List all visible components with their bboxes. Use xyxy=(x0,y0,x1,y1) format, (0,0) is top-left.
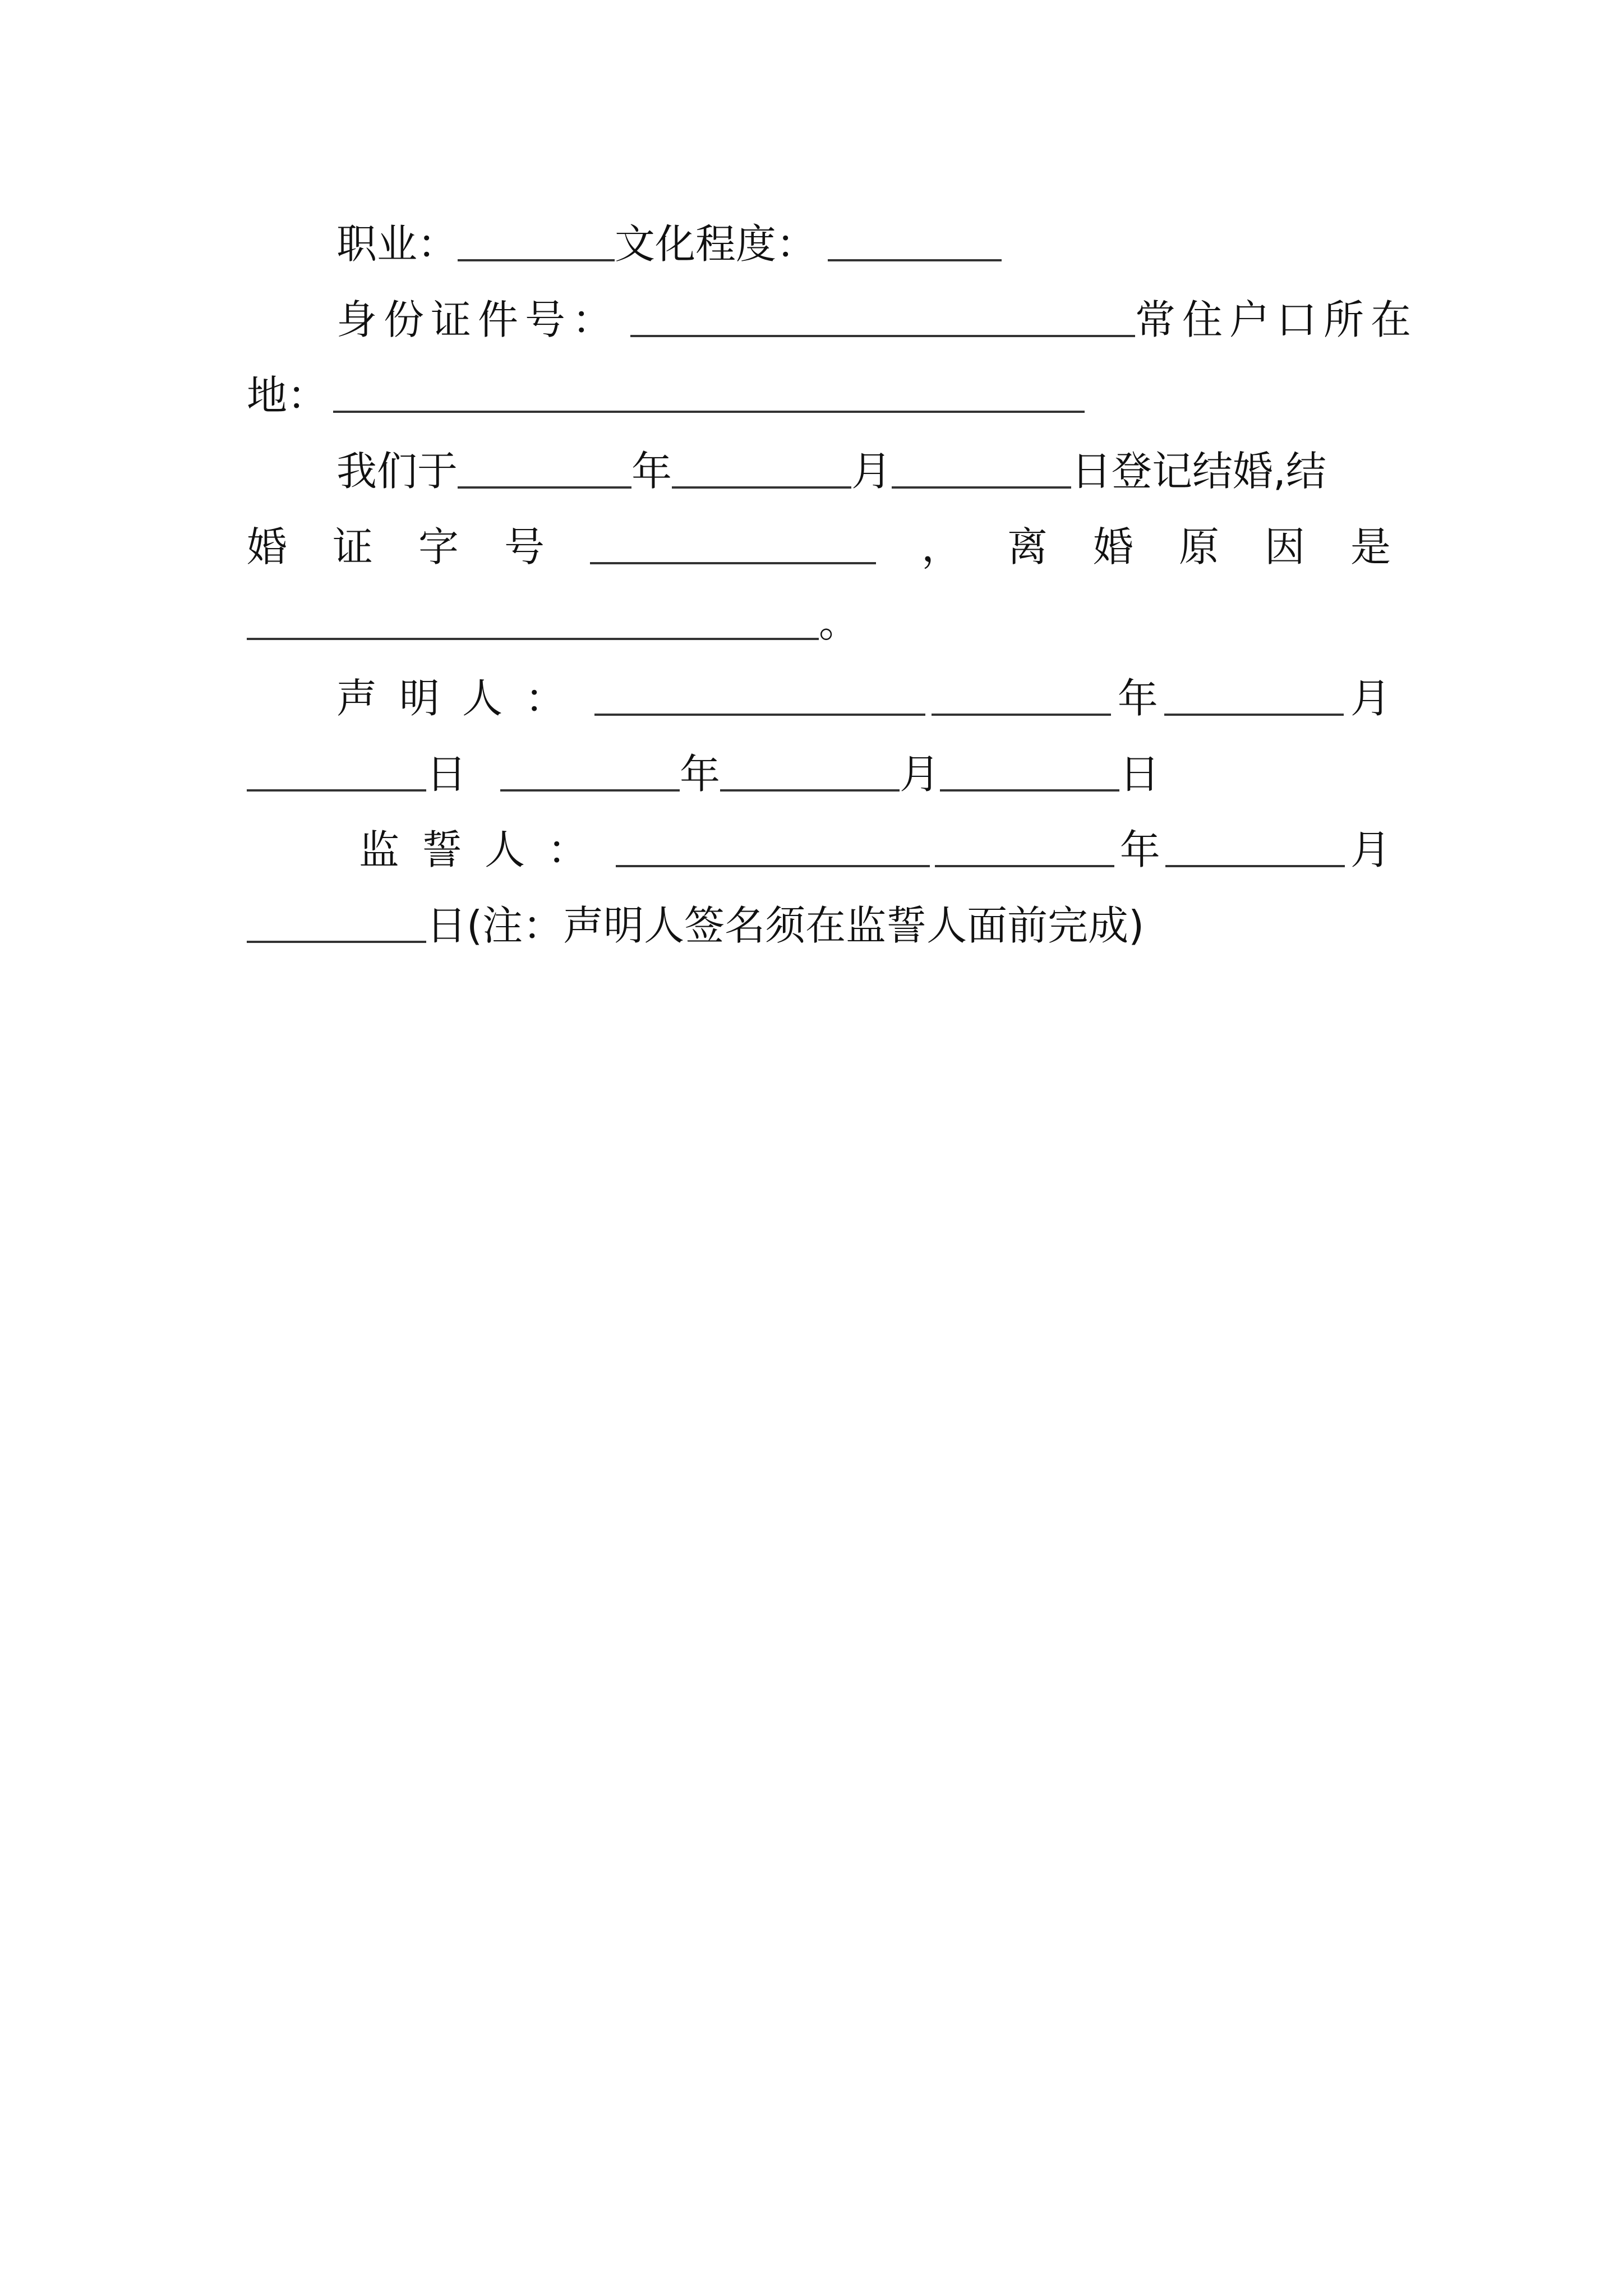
married-prefix: 我们于 xyxy=(336,448,458,495)
note-line xyxy=(247,900,1391,951)
education-label: 文化程度： xyxy=(615,220,817,268)
reason-line xyxy=(247,597,1391,648)
declarant-month-blank[interactable] xyxy=(1164,714,1344,716)
residence-label-part1: 常住户口所在 xyxy=(1135,296,1418,343)
month-label: 月 xyxy=(1350,675,1391,722)
supervisor-month-blank[interactable] xyxy=(1165,865,1345,867)
reason-char: 因 xyxy=(1264,523,1305,570)
declarant-date-line xyxy=(247,749,1391,799)
supervisor-signature-blank[interactable] xyxy=(616,865,930,867)
cert-char: 婚 xyxy=(247,523,288,570)
occupation-education-line xyxy=(336,219,1391,269)
cert-char: 号 xyxy=(504,523,545,570)
id-line xyxy=(336,295,1418,345)
second-year-blank[interactable] xyxy=(500,789,680,792)
supervisor-day-blank[interactable] xyxy=(247,941,426,943)
month-label: 月 xyxy=(900,751,940,798)
declarant-day-blank[interactable] xyxy=(247,789,426,792)
period: 。 xyxy=(819,599,860,646)
cert-char: 证 xyxy=(333,523,374,570)
supervisor-label: 监誓人： xyxy=(359,826,611,873)
cert-char: 字 xyxy=(418,523,459,570)
declarant-label: 声明人： xyxy=(336,675,588,722)
residence-label-part2: 地： xyxy=(247,372,328,419)
reason-char: 是 xyxy=(1350,523,1391,570)
year-label: 年 xyxy=(1119,826,1160,873)
year-label: 年 xyxy=(680,751,721,798)
declarant-year-blank[interactable] xyxy=(932,714,1111,716)
month-label: 月 xyxy=(1350,826,1391,873)
reason-char: 离 xyxy=(1007,523,1048,570)
supervisor-year-blank[interactable] xyxy=(935,865,1114,867)
day-label: 日 xyxy=(1119,751,1160,798)
divorce-reason-blank[interactable] xyxy=(247,638,819,640)
occupation-blank[interactable] xyxy=(458,259,615,261)
comma: ， xyxy=(921,523,962,570)
education-blank[interactable] xyxy=(828,259,1002,261)
year-label: 年 xyxy=(1117,675,1158,722)
second-month-blank[interactable] xyxy=(720,789,900,792)
reason-char: 原 xyxy=(1178,523,1219,570)
year-label: 年 xyxy=(631,448,672,495)
declarant-signature-blank[interactable] xyxy=(594,714,925,716)
residence-blank[interactable] xyxy=(333,411,1085,413)
married-suffix: 日登记结婚,结 xyxy=(1071,448,1326,495)
id-label: 身份证件号： xyxy=(336,296,620,343)
marriage-year-blank[interactable] xyxy=(458,486,631,489)
marriage-date-line xyxy=(336,446,1391,496)
note-text: 日(注：声明人签名须在监誓人面前完成) xyxy=(426,902,1145,949)
marriage-day-blank[interactable] xyxy=(892,486,1071,489)
residence-line xyxy=(247,370,1391,421)
marriage-month-blank[interactable] xyxy=(672,486,851,489)
certificate-number-blank[interactable] xyxy=(590,562,876,564)
day-label: 日 xyxy=(426,751,467,798)
second-day-blank[interactable] xyxy=(940,789,1119,792)
certificate-reason-line xyxy=(247,522,1391,572)
reason-char: 婚 xyxy=(1092,523,1133,570)
declarant-line xyxy=(336,673,1391,724)
occupation-label: 职业： xyxy=(336,220,458,268)
month-label: 月 xyxy=(851,448,892,495)
id-number-blank[interactable] xyxy=(630,335,1135,337)
supervisor-line xyxy=(336,825,1391,875)
